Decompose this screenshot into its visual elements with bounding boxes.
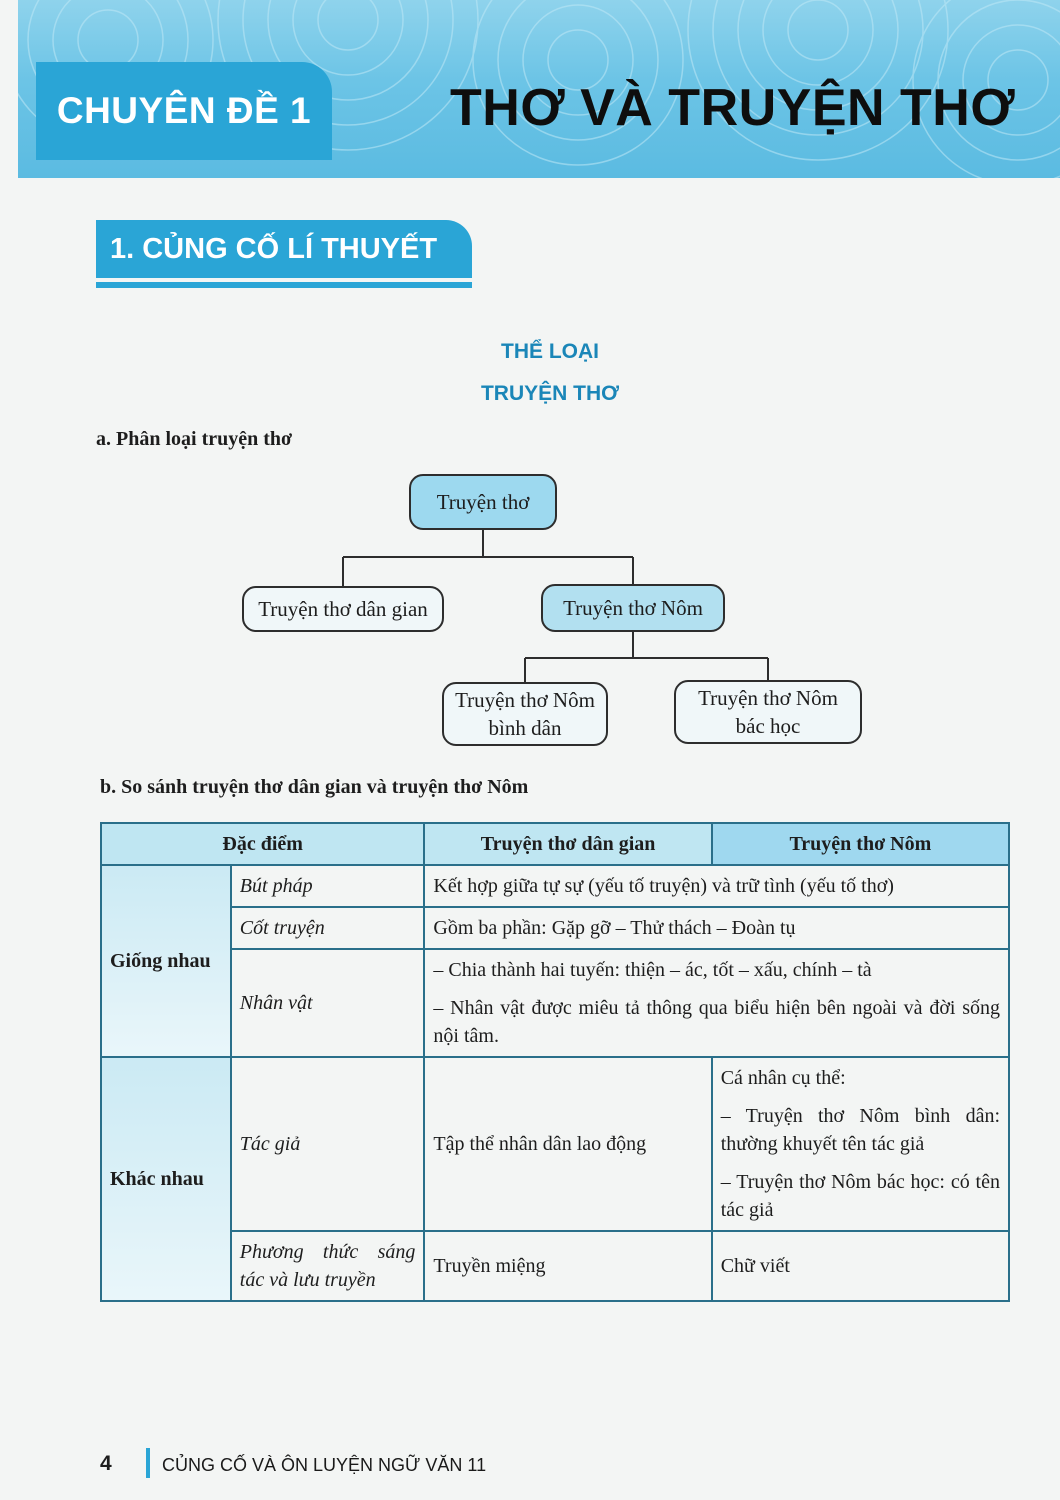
- genre-label: THỂ LOẠI: [501, 340, 599, 363]
- tree-node-nom-common-line1: Truyện thơ Nôm: [455, 687, 595, 712]
- tree-node-nom-scholar-line1: Truyện thơ Nôm: [698, 685, 838, 710]
- character-line-2: – Nhân vật được miêu tả thông qua biểu hiện bên ngoài và đời sống nội tâm.: [433, 997, 1000, 1047]
- comparison-table: [100, 822, 1010, 1302]
- feature-style: Bút pháp: [231, 865, 425, 907]
- tree-node-nom-scholar-line2: bác học: [735, 714, 801, 738]
- value-mode-nom: Chữ viết: [712, 1231, 1009, 1301]
- footer-divider: [146, 1448, 150, 1478]
- value-character: [424, 949, 1009, 1057]
- part-b-heading: b. So sánh truyện thơ dân gian và truyện thơ Nôm: [100, 776, 529, 798]
- group-different: Khác nhau: [101, 1057, 231, 1301]
- chapter-label: CHUYÊN ĐỀ 1: [36, 62, 332, 160]
- tree-node-root: [409, 474, 557, 530]
- table-row-plot: [101, 907, 1009, 949]
- part-a-heading: a. Phân loại truyện thơ: [96, 428, 293, 450]
- section-title: 1. CỦNG CỐ LÍ THUYẾT: [96, 220, 472, 278]
- tree-node-nom: [541, 584, 725, 632]
- character-line-1: – Chia thành hai tuyến: thiện – ác, tốt – xấu, chính – tà: [433, 959, 872, 981]
- table-row-character: [101, 949, 1009, 1057]
- table-row-mode: [101, 1231, 1009, 1301]
- chapter-title: THƠ VÀ TRUYỆN THƠ: [450, 79, 1016, 137]
- header-folk: Truyện thơ dân gian: [424, 823, 711, 865]
- tree-node-nom-label: Truyện thơ Nôm: [563, 595, 703, 620]
- tree-node-root-label: Truyện thơ: [436, 489, 530, 514]
- value-style: Kết hợp giữa tự sự (yếu tố truyện) và trữ tình (yếu tố thơ): [424, 865, 1009, 907]
- value-plot: Gồm ba phần: Gặp gỡ – Thử thách – Đoàn tụ: [424, 907, 1009, 949]
- author-nom-line-3: – Truyện thơ Nôm bác học: có tên tác giả: [720, 1171, 1000, 1221]
- feature-character: Nhân vật: [231, 949, 425, 1057]
- tree-node-nom-common: [442, 682, 608, 746]
- page-number: 4: [100, 1452, 112, 1475]
- tree-node-nom-scholar: [674, 680, 862, 744]
- feature-plot: Cốt truyện: [231, 907, 425, 949]
- table-header-row: [101, 823, 1009, 865]
- header-feature: Đặc điểm: [101, 823, 424, 865]
- author-nom-line-2: – Truyện thơ Nôm bình dân: thường khuyết tên tác giả: [720, 1105, 1000, 1155]
- feature-mode: Phương thức sáng tác và lưu truyền: [231, 1231, 425, 1301]
- tree-node-nom-common-line2: bình dân: [488, 716, 562, 740]
- group-similar: Giống nhau: [101, 865, 231, 1057]
- value-author-folk: Tập thể nhân dân lao động: [424, 1057, 711, 1231]
- tree-node-folk: [242, 586, 444, 632]
- feature-author: Tác giả: [231, 1057, 425, 1231]
- genre-name: TRUYỆN THƠ: [480, 382, 620, 405]
- tree-node-folk-label: Truyện thơ dân gian: [258, 596, 428, 621]
- table-row-author: [101, 1057, 1009, 1231]
- value-author-nom: [712, 1057, 1009, 1231]
- table-row-style: [101, 865, 1009, 907]
- value-mode-folk: Truyền miệng: [424, 1231, 711, 1301]
- footer-book-title: CỦNG CỐ VÀ ÔN LUYỆN NGỮ VĂN 11: [162, 1455, 487, 1475]
- header-nom: Truyện thơ Nôm: [712, 823, 1009, 865]
- author-nom-line-1: Cá nhân cụ thể:: [720, 1067, 846, 1089]
